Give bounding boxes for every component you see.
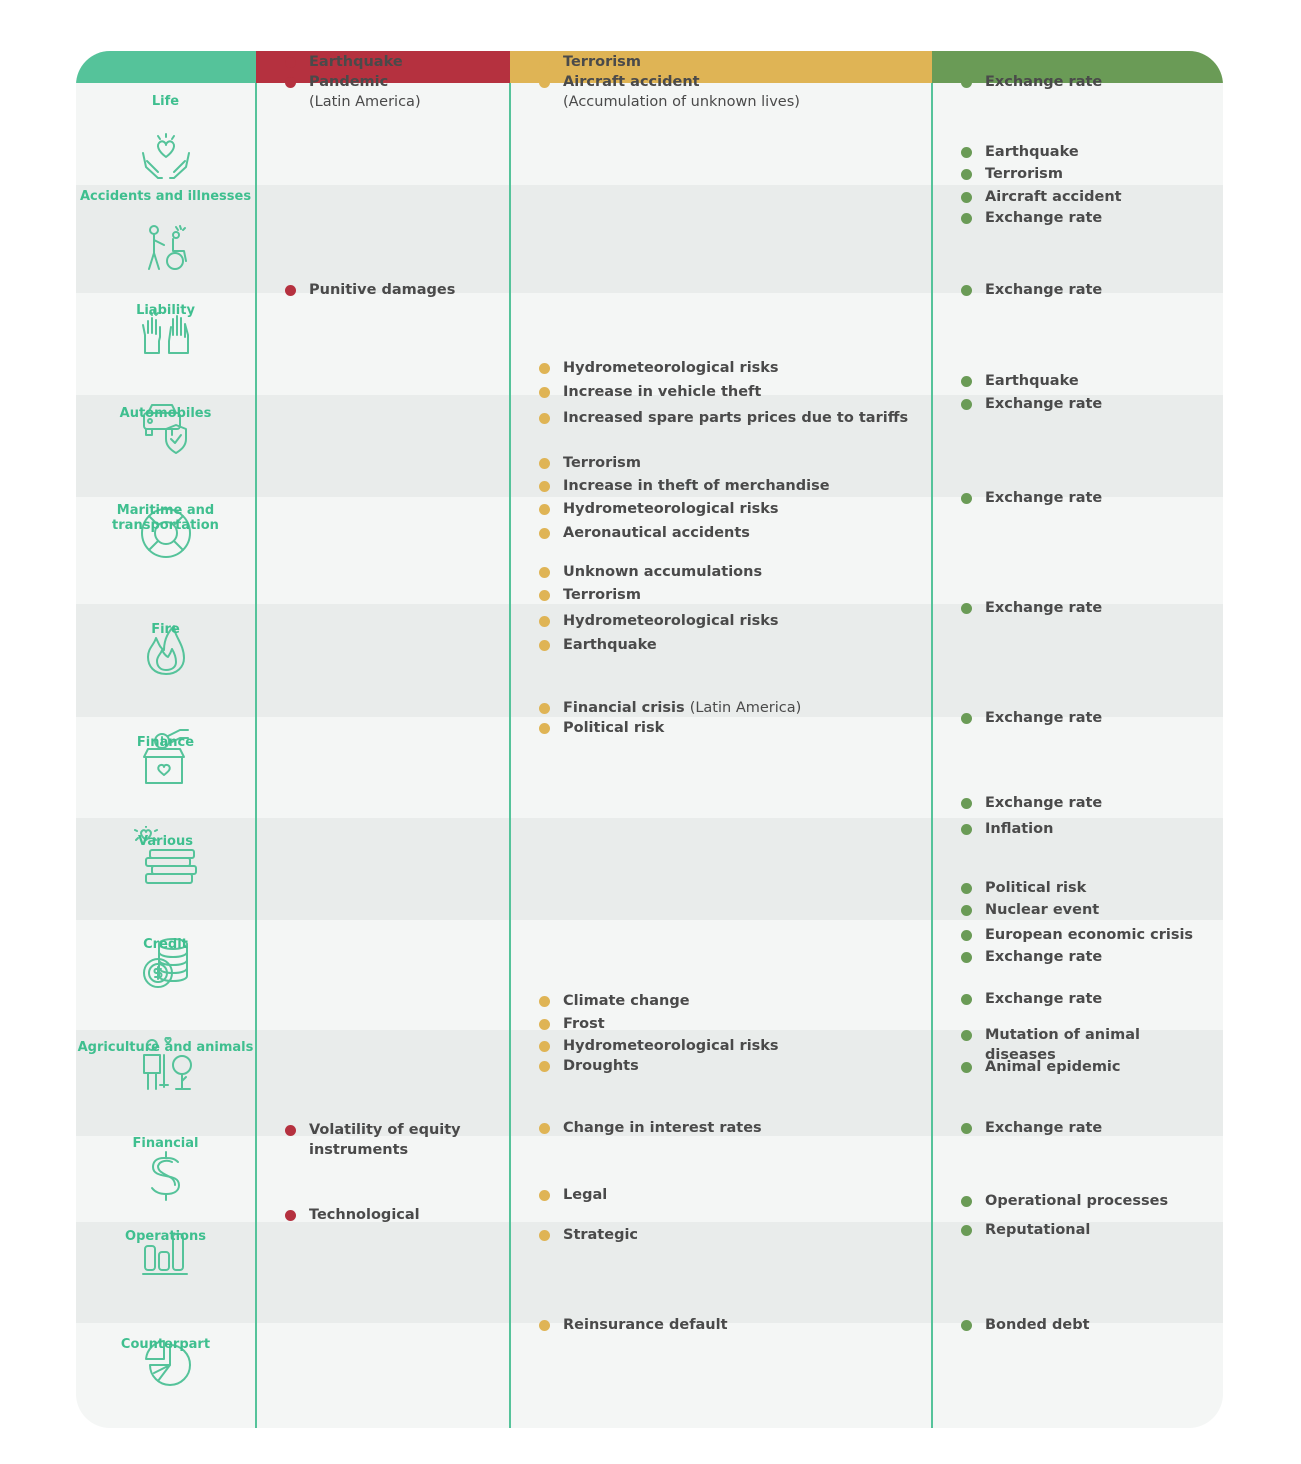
high-risk-cell xyxy=(257,497,509,604)
category-label: Maritime and transportation xyxy=(112,503,219,533)
risk-item-text xyxy=(563,453,923,473)
risk-item-text xyxy=(309,280,501,300)
low-risk-bullet xyxy=(961,1196,972,1207)
category-label: Operations xyxy=(125,1229,206,1244)
risk-item-text xyxy=(985,1118,1215,1138)
risk-item-label: Droughts xyxy=(563,1058,639,1074)
high-risk-bullet xyxy=(285,285,296,296)
low-risk-cell xyxy=(933,490,1223,604)
category-cell xyxy=(76,818,255,920)
column-divider xyxy=(509,83,511,1428)
category-cell xyxy=(76,1030,255,1136)
risk-item-text xyxy=(985,187,1215,207)
category-label: Agriculture and animals xyxy=(77,1040,254,1055)
table-row xyxy=(76,1187,1223,1323)
category-label: Financial xyxy=(132,1136,199,1151)
medium-risk-cell xyxy=(511,293,931,395)
category-label: Credit xyxy=(143,937,188,952)
medium-risk-bullet xyxy=(539,363,550,374)
risk-item-label: Unknown accumulations xyxy=(563,564,763,580)
high-risk-bullet xyxy=(285,57,296,68)
risk-item-label: Earthquake xyxy=(985,373,1079,389)
risk-item-label: Exchange rate xyxy=(985,490,1103,506)
risk-item-text xyxy=(985,925,1215,945)
risk-item-text xyxy=(563,585,923,605)
risk-item-label: Strategic xyxy=(563,1227,639,1243)
low-risk-bullet xyxy=(961,1062,972,1073)
dollar-sign-icon xyxy=(146,1150,186,1206)
risk-item-text xyxy=(985,900,1215,920)
low-risk-cell xyxy=(933,144,1223,293)
risk-item-text xyxy=(985,1057,1215,1077)
table-row xyxy=(76,1317,1223,1428)
risk-item-text xyxy=(985,793,1215,813)
high-risk-cell xyxy=(257,185,509,293)
category-label: Liability xyxy=(136,303,195,318)
medium-risk-cell xyxy=(511,1120,931,1222)
risk-item-text xyxy=(563,1225,923,1245)
risk-item-text xyxy=(563,611,923,631)
medium-risk-bullet xyxy=(539,481,550,492)
risk-item-label: Aeronautical accidents xyxy=(563,525,750,541)
low-risk-bullet xyxy=(961,493,972,504)
risk-item-label: Terrorism xyxy=(985,166,1063,182)
risk-item-text xyxy=(563,718,923,738)
low-risk-bullet xyxy=(961,169,972,180)
low-risk-bullet xyxy=(961,1030,972,1041)
medium-risk-bullet xyxy=(539,616,550,627)
medium-risk-bullet xyxy=(539,413,550,424)
risk-item-label: Exchange rate xyxy=(985,991,1103,1007)
risk-item-text xyxy=(985,488,1215,508)
risk-item-text xyxy=(563,408,923,428)
medium-risk-bullet xyxy=(539,1019,550,1030)
category-cell xyxy=(76,83,255,185)
risk-item-note: (Latin America) xyxy=(309,94,421,110)
wheelchair-caregiver-icon xyxy=(142,223,190,277)
risk-item-text xyxy=(309,52,501,72)
risk-item-label: Earthquake xyxy=(563,637,657,653)
category-label: Finance xyxy=(136,735,195,750)
risk-item-label: Climate change xyxy=(563,993,690,1009)
risk-item-text xyxy=(985,819,1215,839)
medium-risk-bullet xyxy=(539,1230,550,1241)
risk-item-label: Exchange rate xyxy=(985,210,1103,226)
medium-risk-bullet xyxy=(539,57,550,68)
medium-risk-bullet xyxy=(539,458,550,469)
category-cell xyxy=(76,1323,255,1428)
medium-risk-bullet xyxy=(539,703,550,714)
risk-item-label: Earthquake xyxy=(309,54,403,70)
category-cell xyxy=(76,293,255,395)
low-risk-bullet xyxy=(961,147,972,158)
risk-item-text xyxy=(563,382,923,402)
risk-item-text xyxy=(563,562,923,582)
risk-item-label: Frost xyxy=(563,1016,605,1032)
risk-item-text xyxy=(563,1056,923,1076)
high-risk-bullet xyxy=(285,77,296,88)
risk-item-label: Financial crisis xyxy=(563,700,685,716)
risk-item-label: Animal epidemic xyxy=(985,1059,1121,1075)
risk-item-label: Increase in theft of merchandise xyxy=(563,478,830,494)
risk-item-label: Political risk xyxy=(985,880,1087,896)
medium-risk-bullet xyxy=(539,1320,550,1331)
high-risk-bullet xyxy=(285,1125,296,1136)
high-risk-cell xyxy=(257,1207,509,1323)
risk-item-text xyxy=(985,72,1215,92)
low-risk-bullet xyxy=(961,376,972,387)
risk-item-label: Earthquake xyxy=(985,144,1079,160)
low-risk-cell xyxy=(933,1193,1223,1323)
category-cell xyxy=(76,1222,255,1323)
risk-item-label: Terrorism xyxy=(563,455,641,471)
category-label: Accidents and illnesses xyxy=(79,189,252,204)
low-risk-bullet xyxy=(961,883,972,894)
risk-item-note: (Latin America) xyxy=(689,700,802,716)
risk-item-label: Change in interest rates xyxy=(563,1120,762,1136)
risk-item-text xyxy=(563,72,923,112)
low-risk-cell xyxy=(933,600,1223,717)
category-label: Fire xyxy=(151,622,180,637)
risk-item-text xyxy=(563,991,923,1011)
category-cell xyxy=(76,1136,255,1222)
risk-item-label: Aircraft accident xyxy=(563,74,700,90)
low-risk-bullet xyxy=(961,1225,972,1236)
risk-item-label: European economic crisis xyxy=(985,927,1194,943)
risk-item-label: Terrorism xyxy=(563,54,641,70)
risk-item-label: Bonded debt xyxy=(985,1317,1090,1333)
category-label: Counterpart xyxy=(120,1337,211,1352)
category-label: Life xyxy=(151,94,180,109)
high-risk-cell xyxy=(257,604,509,717)
category-label: Various xyxy=(138,834,193,849)
category-cell xyxy=(76,497,255,604)
low-risk-bullet xyxy=(961,77,972,88)
risk-item-text xyxy=(985,208,1215,228)
risk-item-label: Hydrometeorological risks xyxy=(563,613,779,629)
low-risk-cell xyxy=(933,880,1223,1030)
risk-item-text xyxy=(563,1014,923,1034)
risk-item-label: Volatility of equity instruments xyxy=(309,1122,461,1158)
medium-risk-cell xyxy=(511,818,931,920)
low-risk-bullet xyxy=(961,285,972,296)
risk-item-label: Hydrometeorological risks xyxy=(563,1038,779,1054)
low-risk-bullet xyxy=(961,994,972,1005)
medium-risk-bullet xyxy=(539,567,550,578)
risk-item-label: Operational processes xyxy=(985,1193,1169,1209)
risk-item-text xyxy=(563,523,923,543)
high-risk-cell xyxy=(257,818,509,920)
high-risk-bullet xyxy=(285,1210,296,1221)
low-risk-bullet xyxy=(961,713,972,724)
risk-item-label: Inflation xyxy=(985,821,1054,837)
high-risk-cell xyxy=(257,717,509,818)
medium-risk-cell xyxy=(511,54,931,185)
low-risk-bullet xyxy=(961,798,972,809)
risk-item-text xyxy=(985,142,1215,162)
high-risk-cell xyxy=(257,54,509,185)
high-risk-cell xyxy=(257,282,509,395)
medium-risk-cell xyxy=(511,1187,931,1323)
risk-item-label: Punitive damages xyxy=(309,282,456,298)
medium-risk-bullet xyxy=(539,1123,550,1134)
risk-item-label: Reputational xyxy=(985,1222,1091,1238)
medium-risk-bullet xyxy=(539,640,550,651)
risk-item-text xyxy=(985,989,1215,1009)
risk-item-text xyxy=(309,1205,501,1225)
risk-item-label: Legal xyxy=(563,1187,608,1203)
medium-risk-bullet xyxy=(539,1190,550,1201)
high-risk-cell xyxy=(257,395,509,497)
low-risk-cell xyxy=(933,1317,1223,1428)
risk-item-label: Exchange rate xyxy=(985,282,1103,298)
risk-item-text xyxy=(563,698,923,718)
risk-item-label: Reinsurance default xyxy=(563,1317,728,1333)
category-cell xyxy=(76,604,255,717)
risk-item-label: Pandemic xyxy=(309,74,389,90)
risk-item-label: Exchange rate xyxy=(985,949,1103,965)
risk-item-label: Exchange rate xyxy=(985,396,1103,412)
high-risk-cell xyxy=(257,1323,509,1428)
risk-item-note: (Accumulation of unknown lives) xyxy=(563,94,800,110)
risk-item-text xyxy=(985,164,1215,184)
column-divider xyxy=(255,83,257,1428)
low-risk-bullet xyxy=(961,213,972,224)
risk-item-label: Nuclear event xyxy=(985,902,1100,918)
medium-risk-bullet xyxy=(539,77,550,88)
column-divider xyxy=(931,83,933,1428)
risk-item-text xyxy=(563,499,923,519)
medium-risk-cell xyxy=(511,185,931,293)
medium-risk-bullet xyxy=(539,387,550,398)
risk-item-label: Increased spare parts prices due to tariffs xyxy=(563,410,909,426)
risk-item-label: Mutation of animal diseases xyxy=(985,1027,1140,1063)
low-risk-bullet xyxy=(961,603,972,614)
risk-item-text xyxy=(309,72,501,112)
risk-item-label: Political risk xyxy=(563,720,665,736)
risk-item-label: Aircraft accident xyxy=(985,189,1122,205)
risk-item-text xyxy=(985,1220,1215,1240)
low-risk-bullet xyxy=(961,930,972,941)
risk-item-text xyxy=(985,280,1215,300)
risk-item-label: Hydrometeorological risks xyxy=(563,360,779,376)
risk-item-label: Exchange rate xyxy=(985,710,1103,726)
low-risk-bullet xyxy=(961,192,972,203)
risk-item-label: Exchange rate xyxy=(985,795,1103,811)
low-risk-bullet xyxy=(961,824,972,835)
medium-risk-bullet xyxy=(539,723,550,734)
risk-item-text xyxy=(563,635,923,655)
risk-item-text xyxy=(309,1120,501,1160)
high-risk-cell xyxy=(257,920,509,1030)
category-cell xyxy=(76,395,255,497)
risk-item-text xyxy=(985,371,1215,391)
medium-risk-bullet xyxy=(539,504,550,515)
risk-item-text xyxy=(563,52,923,72)
risk-item-label: Technological xyxy=(309,1207,420,1223)
risk-item-text xyxy=(985,947,1215,967)
low-risk-bullet xyxy=(961,399,972,410)
risk-item-text xyxy=(985,1315,1215,1335)
medium-risk-bullet xyxy=(539,996,550,1007)
risk-item-text xyxy=(985,708,1215,728)
low-risk-bullet xyxy=(961,1123,972,1134)
low-risk-cell xyxy=(933,373,1223,497)
category-cell xyxy=(76,920,255,1030)
table-row xyxy=(76,144,1223,293)
medium-risk-bullet xyxy=(539,1041,550,1052)
risk-item-label: Exchange rate xyxy=(985,74,1103,90)
medium-risk-bullet xyxy=(539,590,550,601)
risk-item-label: Exchange rate xyxy=(985,1120,1103,1136)
low-risk-bullet xyxy=(961,952,972,963)
risk-item-label: Exchange rate xyxy=(985,600,1103,616)
risk-item-text xyxy=(563,1315,923,1335)
category-cell xyxy=(76,185,255,293)
category-label: Automobiles xyxy=(119,406,212,421)
risk-item-text xyxy=(985,598,1215,618)
risk-item-text xyxy=(985,1191,1215,1211)
risk-matrix-table xyxy=(76,51,1223,1428)
risk-item-text xyxy=(985,394,1215,414)
risk-item-text xyxy=(563,1185,923,1205)
medium-risk-bullet xyxy=(539,528,550,539)
risk-item-text xyxy=(563,1118,923,1138)
header-categories xyxy=(76,51,256,83)
medium-risk-cell xyxy=(511,700,931,818)
risk-item-text xyxy=(563,1036,923,1056)
risk-item-label: Terrorism xyxy=(563,587,641,603)
risk-item-label: Increase in vehicle theft xyxy=(563,384,762,400)
risk-item-label: Hydrometeorological risks xyxy=(563,501,779,517)
low-risk-bullet xyxy=(961,905,972,916)
medium-risk-bullet xyxy=(539,1061,550,1072)
low-risk-bullet xyxy=(961,1320,972,1331)
risk-item-text xyxy=(563,358,923,378)
risk-item-text xyxy=(985,878,1215,898)
heart-hands-icon xyxy=(138,131,194,187)
category-cell xyxy=(76,717,255,818)
medium-risk-cell xyxy=(511,1317,931,1428)
risk-item-text xyxy=(563,476,923,496)
